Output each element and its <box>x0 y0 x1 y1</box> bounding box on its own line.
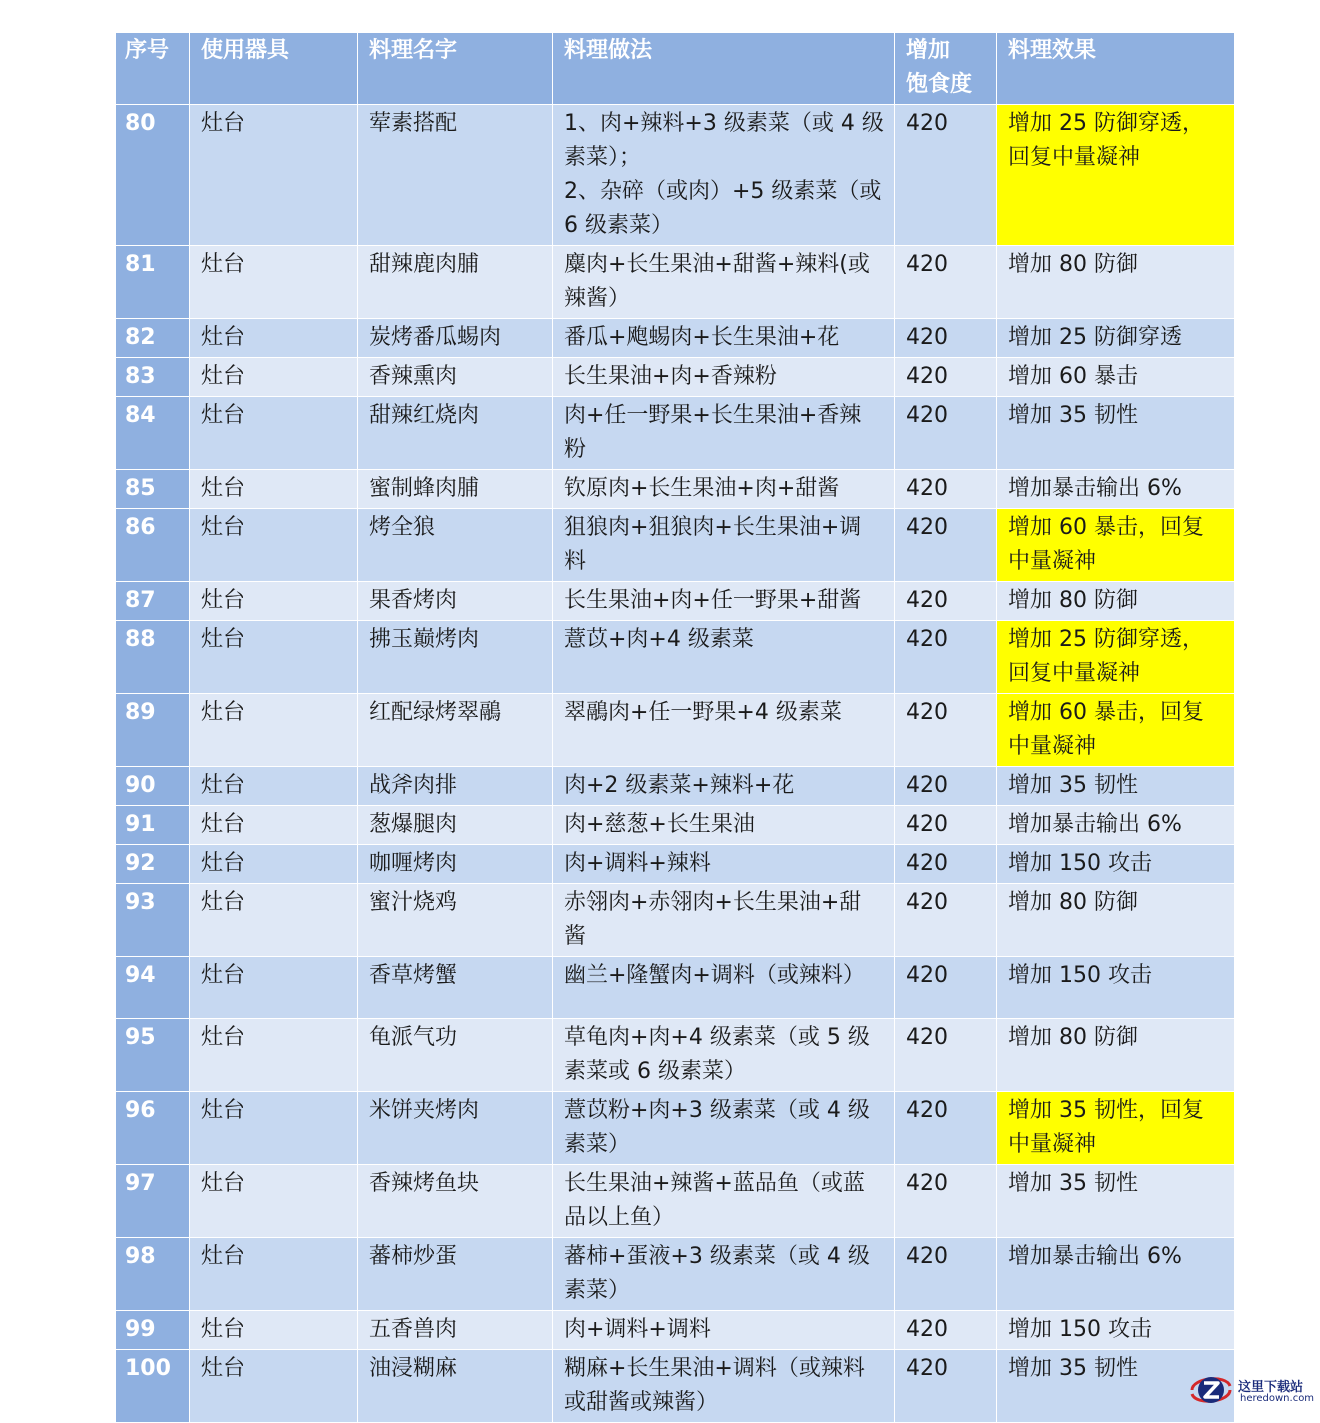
tool-cell: 灶台 <box>190 358 358 397</box>
tool-cell: 灶台 <box>190 1092 358 1165</box>
header-cell-name: 料理名字 <box>358 33 553 105</box>
effect-cell: 增加 35 韧性 <box>997 1165 1235 1238</box>
header-cell-method: 料理做法 <box>553 33 895 105</box>
method-cell: 薏苡+肉+4 级素菜 <box>553 621 895 694</box>
header-cell-tool: 使用器具 <box>190 33 358 105</box>
effect-cell: 增加 150 攻击 <box>997 1311 1235 1350</box>
row-number-cell: 97 <box>116 1165 190 1238</box>
satiety-cell: 420 <box>895 319 997 358</box>
dish-name-cell: 香辣熏肉 <box>358 358 553 397</box>
tool-cell: 灶台 <box>190 582 358 621</box>
table-row <box>116 470 1235 509</box>
dish-name-cell: 香辣烤鱼块 <box>358 1165 553 1238</box>
row-number-cell: 89 <box>116 694 190 767</box>
effect-cell: 增加 60 暴击，回复 中量凝神 <box>997 509 1235 582</box>
table-row <box>116 1092 1235 1165</box>
row-number-cell: 81 <box>116 246 190 319</box>
effect-cell: 增加 80 防御 <box>997 246 1235 319</box>
effect-cell: 增加 60 暴击 <box>997 358 1235 397</box>
method-cell: 麋肉+长生果油+甜酱+辣料(或 辣酱） <box>553 246 895 319</box>
effect-cell: 增加 25 防御穿透， 回复中量凝神 <box>997 621 1235 694</box>
dish-name-cell: 红配绿烤翠鷊 <box>358 694 553 767</box>
watermark-title: 这里下载站 <box>1238 1380 1304 1395</box>
tool-cell: 灶台 <box>190 884 358 957</box>
row-number-cell: 100 <box>116 1350 190 1423</box>
tool-cell: 灶台 <box>190 319 358 358</box>
effect-cell: 增加 35 韧性 <box>997 397 1235 470</box>
tool-cell: 灶台 <box>190 509 358 582</box>
table-row <box>116 694 1235 767</box>
method-cell: 肉+调料+辣料 <box>553 845 895 884</box>
row-number-cell: 82 <box>116 319 190 358</box>
tool-cell: 灶台 <box>190 806 358 845</box>
satiety-cell: 420 <box>895 845 997 884</box>
method-cell: 蕃柿+蛋液+3 级素菜（或 4 级 素菜） <box>553 1238 895 1311</box>
effect-cell: 增加暴击输出 6% <box>997 806 1235 845</box>
dish-name-cell: 拂玉巅烤肉 <box>358 621 553 694</box>
tool-cell: 灶台 <box>190 397 358 470</box>
row-number-cell: 96 <box>116 1092 190 1165</box>
dish-name-cell: 战斧肉排 <box>358 767 553 806</box>
method-cell: 长生果油+肉+香辣粉 <box>553 358 895 397</box>
table-row <box>116 621 1235 694</box>
header-cell-no: 序号 <box>116 33 190 105</box>
row-number-cell: 87 <box>116 582 190 621</box>
method-cell: 草龟肉+肉+4 级素菜（或 5 级 素菜或 6 级素菜） <box>553 1019 895 1092</box>
method-cell: 赤翎肉+赤翎肉+长生果油+甜 酱 <box>553 884 895 957</box>
header-cell-satiety: 增加 饱食度 <box>895 33 997 105</box>
satiety-cell: 420 <box>895 246 997 319</box>
effect-cell: 增加 80 防御 <box>997 582 1235 621</box>
method-cell: 糊麻+长生果油+调料（或辣料 或甜酱或辣酱） <box>553 1350 895 1423</box>
method-cell: 肉+2 级素菜+辣料+花 <box>553 767 895 806</box>
table-row <box>116 1019 1235 1092</box>
dish-name-cell: 果香烤肉 <box>358 582 553 621</box>
satiety-cell: 420 <box>895 358 997 397</box>
effect-cell: 增加暴击输出 6% <box>997 470 1235 509</box>
dish-name-cell: 油浸糊麻 <box>358 1350 553 1423</box>
row-number-cell: 91 <box>116 806 190 845</box>
effect-cell: 增加 35 韧性 <box>997 767 1235 806</box>
header-cell-effect: 料理效果 <box>997 33 1235 105</box>
tool-cell: 灶台 <box>190 105 358 246</box>
tool-cell: 灶台 <box>190 694 358 767</box>
method-cell: 薏苡粉+肉+3 级素菜（或 4 级 素菜） <box>553 1092 895 1165</box>
effect-cell: 增加 25 防御穿透 <box>997 319 1235 358</box>
recipe-table <box>115 32 1235 1423</box>
row-number-cell: 99 <box>116 1311 190 1350</box>
effect-cell: 增加 150 攻击 <box>997 957 1235 1019</box>
satiety-cell: 420 <box>895 1311 997 1350</box>
z-logo-icon <box>1186 1372 1236 1408</box>
effect-cell: 增加 150 攻击 <box>997 845 1235 884</box>
table-row <box>116 358 1235 397</box>
method-cell: 狙狼肉+狙狼肉+长生果油+调 料 <box>553 509 895 582</box>
satiety-cell: 420 <box>895 694 997 767</box>
table-row <box>116 1350 1235 1423</box>
table-row <box>116 957 1235 1019</box>
method-cell: 番瓜+飑蜴肉+长生果油+花 <box>553 319 895 358</box>
effect-cell: 增加 35 韧性 <box>997 1350 1235 1423</box>
table-row <box>116 319 1235 358</box>
satiety-cell: 420 <box>895 1092 997 1165</box>
tool-cell: 灶台 <box>190 470 358 509</box>
dish-name-cell: 甜辣红烧肉 <box>358 397 553 470</box>
row-number-cell: 94 <box>116 957 190 1019</box>
tool-cell: 灶台 <box>190 1019 358 1092</box>
row-number-cell: 85 <box>116 470 190 509</box>
row-number-cell: 88 <box>116 621 190 694</box>
dish-name-cell: 米饼夹烤肉 <box>358 1092 553 1165</box>
method-cell: 翠鷊肉+任一野果+4 级素菜 <box>553 694 895 767</box>
effect-cell: 增加暴击输出 6% <box>997 1238 1235 1311</box>
dish-name-cell: 蕃柿炒蛋 <box>358 1238 553 1311</box>
satiety-cell: 420 <box>895 1350 997 1423</box>
satiety-cell: 420 <box>895 1019 997 1092</box>
tool-cell: 灶台 <box>190 767 358 806</box>
method-cell: 肉+调料+调料 <box>553 1311 895 1350</box>
satiety-cell: 420 <box>895 470 997 509</box>
tool-cell: 灶台 <box>190 1311 358 1350</box>
table-row <box>116 582 1235 621</box>
tool-cell: 灶台 <box>190 621 358 694</box>
method-cell: 长生果油+辣酱+蓝品鱼（或蓝 品以上鱼） <box>553 1165 895 1238</box>
dish-name-cell: 葱爆腿肉 <box>358 806 553 845</box>
tool-cell: 灶台 <box>190 1350 358 1423</box>
satiety-cell: 420 <box>895 767 997 806</box>
dish-name-cell: 甜辣鹿肉脯 <box>358 246 553 319</box>
table-row <box>116 845 1235 884</box>
effect-cell: 增加 60 暴击，回复 中量凝神 <box>997 694 1235 767</box>
row-number-cell: 95 <box>116 1019 190 1092</box>
dish-name-cell: 烤全狼 <box>358 509 553 582</box>
table-row <box>116 1311 1235 1350</box>
table-row <box>116 397 1235 470</box>
table-row <box>116 806 1235 845</box>
satiety-cell: 420 <box>895 957 997 1019</box>
dish-name-cell: 炭烤番瓜蜴肉 <box>358 319 553 358</box>
satiety-cell: 420 <box>895 884 997 957</box>
effect-cell: 增加 35 韧性，回复 中量凝神 <box>997 1092 1235 1165</box>
row-number-cell: 80 <box>116 105 190 246</box>
satiety-cell: 420 <box>895 509 997 582</box>
table-row <box>116 105 1235 246</box>
dish-name-cell: 咖喱烤肉 <box>358 845 553 884</box>
satiety-cell: 420 <box>895 1165 997 1238</box>
dish-name-cell: 蜜制蜂肉脯 <box>358 470 553 509</box>
dish-name-cell: 蜜汁烧鸡 <box>358 884 553 957</box>
tool-cell: 灶台 <box>190 845 358 884</box>
satiety-cell: 420 <box>895 105 997 246</box>
table-header-row <box>116 33 1235 105</box>
watermark-url: heredown.com <box>1240 1393 1315 1404</box>
effect-cell: 增加 80 防御 <box>997 1019 1235 1092</box>
table-row <box>116 246 1235 319</box>
method-cell: 1、肉+辣料+3 级素菜（或 4 级 素菜）； 2、杂碎（或肉）+5 级素菜（或 6 级素菜） <box>553 105 895 246</box>
row-number-cell: 90 <box>116 767 190 806</box>
tool-cell: 灶台 <box>190 1165 358 1238</box>
method-cell: 肉+任一野果+长生果油+香辣 粉 <box>553 397 895 470</box>
method-cell: 肉+慈葱+长生果油 <box>553 806 895 845</box>
satiety-cell: 420 <box>895 1238 997 1311</box>
effect-cell: 增加 80 防御 <box>997 884 1235 957</box>
method-cell: 幽兰+隆蟹肉+调料（或辣料） <box>553 957 895 1019</box>
table-row <box>116 884 1235 957</box>
row-number-cell: 84 <box>116 397 190 470</box>
dish-name-cell: 香草烤蟹 <box>358 957 553 1019</box>
method-cell: 钦原肉+长生果油+肉+甜酱 <box>553 470 895 509</box>
effect-cell: 增加 25 防御穿透， 回复中量凝神 <box>997 105 1235 246</box>
row-number-cell: 92 <box>116 845 190 884</box>
dish-name-cell: 龟派气功 <box>358 1019 553 1092</box>
row-number-cell: 98 <box>116 1238 190 1311</box>
table-row <box>116 1238 1235 1311</box>
table-row <box>116 767 1235 806</box>
row-number-cell: 83 <box>116 358 190 397</box>
tool-cell: 灶台 <box>190 957 358 1019</box>
table-row <box>116 509 1235 582</box>
satiety-cell: 420 <box>895 397 997 470</box>
dish-name-cell: 五香兽肉 <box>358 1311 553 1350</box>
watermark <box>1186 1372 1316 1408</box>
row-number-cell: 86 <box>116 509 190 582</box>
table-row <box>116 1165 1235 1238</box>
tool-cell: 灶台 <box>190 1238 358 1311</box>
satiety-cell: 420 <box>895 806 997 845</box>
tool-cell: 灶台 <box>190 246 358 319</box>
dish-name-cell: 荤素搭配 <box>358 105 553 246</box>
satiety-cell: 420 <box>895 582 997 621</box>
row-number-cell: 93 <box>116 884 190 957</box>
method-cell: 长生果油+肉+任一野果+甜酱 <box>553 582 895 621</box>
satiety-cell: 420 <box>895 621 997 694</box>
